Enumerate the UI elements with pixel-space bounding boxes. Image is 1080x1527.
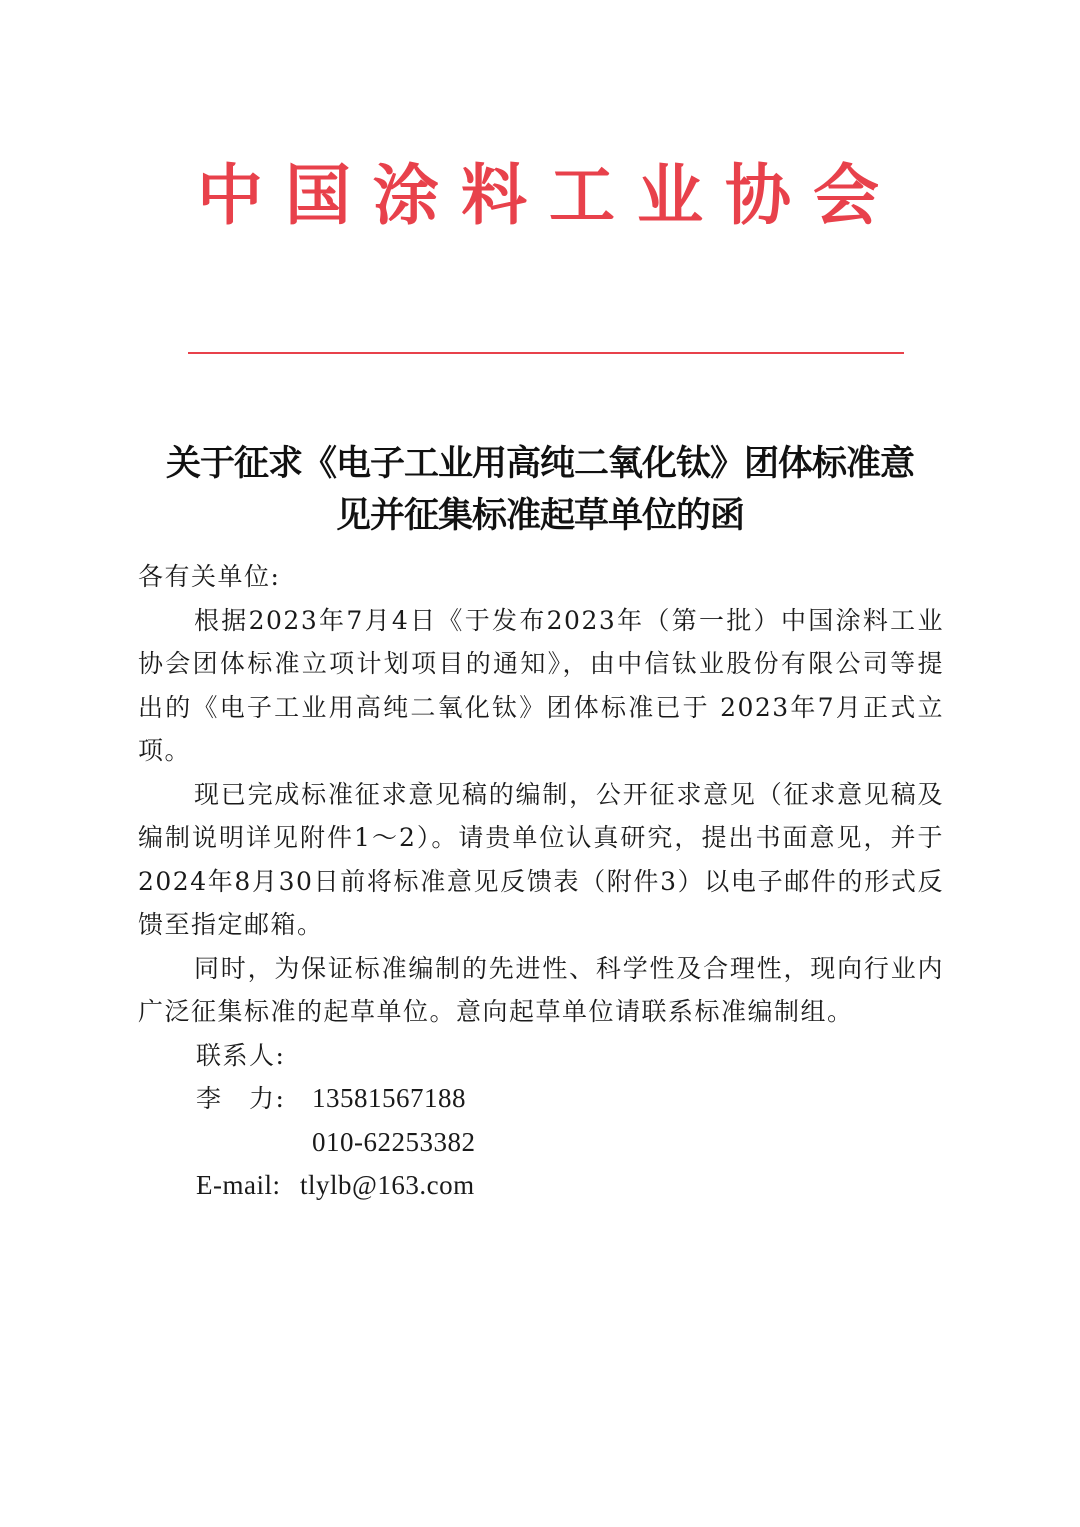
document-title <box>120 438 960 542</box>
paragraph-drafting-units: 同时，为保证标准编制的先进性、科学性及合理性，现向行业内广泛征集标准的起草单位。意向起草单位请联系标准编制组。 <box>138 953 944 1026</box>
contact-heading: 联系人: <box>196 1040 286 1070</box>
contact-email-address[interactable]: tlylb@163.com <box>300 1170 475 1200</box>
document-title-line-2: 见并征集标准起草单位的函 <box>335 495 744 536</box>
paragraph-comment-request: 现已完成标准征求意见稿的编制，公开征求意见（征求意见稿及编制说明详见附件1～2）。请贵单位认真研究，提出书面意见，并于2024年8月30日前将标准意见反馈表（附件3）以电子邮件的形式反馈至指定邮箱。 <box>138 779 944 939</box>
contact-office-row <box>196 1121 944 1165</box>
letterhead-divider <box>188 352 904 354</box>
contact-email-row <box>196 1164 944 1208</box>
contact-name-row <box>196 1077 944 1121</box>
document-body <box>138 555 944 1208</box>
contact-name-label: 李 力: <box>196 1084 286 1113</box>
contact-block <box>138 1034 944 1208</box>
contact-mobile-phone: 13581567188 <box>312 1083 466 1113</box>
contact-email-label: E-mail: <box>196 1170 281 1200</box>
letterhead-organization: 中国涂料工业协会 <box>197 156 901 234</box>
paragraph-project-approval: 根据2023年7月4日《于发布2023年（第一批）中国涂料工业协会团体标准立项计划项目的通知》，由中信钛业股份有限公司等提出的《电子工业用高纯二氧化钛》团体标准已于 2023年7月正式立项。 <box>138 605 944 765</box>
salutation: 各有关单位: <box>138 562 281 591</box>
document-title-line-1: 关于征求《电子工业用高纯二氧化钛》团体标准意 <box>165 443 914 484</box>
contact-heading-row <box>196 1034 944 1078</box>
contact-office-phone: 010-62253382 <box>312 1126 476 1157</box>
